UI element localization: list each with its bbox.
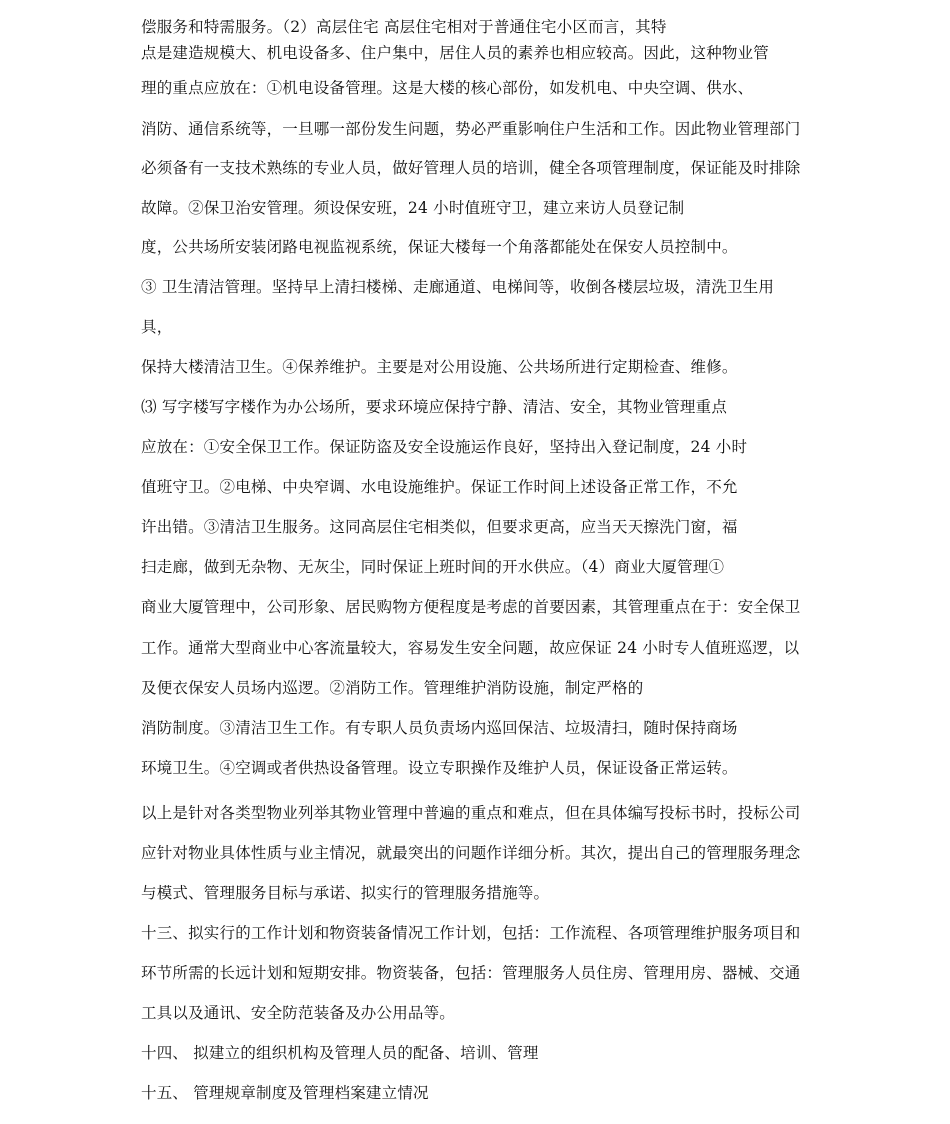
text-line: 环境卫生。④空调或者供热设备管理。设立专职操作及维护人员，保证设备正常运转。 [141,759,738,777]
text-line: 十四、 拟建立的组织机构及管理人员的配备、培训、管理 [141,1044,539,1062]
text-line: 十五、 管理规章制度及管理档案建立情况 [141,1084,429,1102]
text-line: 度，公共场所安装闭路电视监视系统，保证大楼每一个角落都能处在保安人员控制中。 [141,238,738,256]
text-line: 工具以及通讯、安全防范装备及办公用品等。 [141,1004,456,1022]
text-line: 工作。通常大型商业中心客流量较大，容易发生安全问题，故应保证 24 小时专人值班巡逻，以 [141,639,800,657]
text-line: 消防制度。③清洁卫生工作。有专职人员负责场内巡回保洁、垃圾清扫，随时保持商场 [141,719,738,737]
text-line: 消防、通信系统等，一旦哪一部份发生问题，势必严重影响住户生活和工作。因此物业管理部门 [141,120,801,138]
text-line: 十三、拟实行的工作计划和物资装备情况工作计划，包括：工作流程、各项管理维护服务项目和 [141,924,801,942]
text-line: 具， [141,318,173,336]
text-line: 保持大楼清洁卫生。④保养维护。主要是对公用设施、公共场所进行定期检查、维修。 [141,358,738,376]
text-line: 应针对物业具体性质与业主情况，就最突出的问题作详细分析。其次，提出自己的管理服务理念 [141,844,801,862]
text-line: 与模式、管理服务目标与承诺、拟实行的管理服务措施等。 [141,884,550,902]
text-line: 点是建造规模大、机电设备多、住户集中，居住人员的素养也相应较高。因此，这种物业管 [141,44,770,62]
text-line: 故障。②保卫治安管理。须设保安班，24 小时值班守卫，建立来访人员登记制 [141,199,685,217]
text-line: 以上是针对各类型物业列举其物业管理中普遍的重点和难点，但在具体编写投标书时，投标公司 [141,804,801,822]
text-line: 必须备有一支技术熟练的专业人员，做好管理人员的培训，健全各项管理制度，保证能及时排除 [141,159,801,177]
text-line: ③ 卫生清洁管理。坚持早上清扫楼梯、走廊通道、电梯间等，收倒各楼层垃圾，清洗卫生用 [141,278,775,296]
text-line: 理的重点应放在：①机电设备管理。这是大楼的核心部份，如发机电、中央空调、供水、 [141,79,754,97]
text-line: ⑶ 写字楼写字楼作为办公场所，要求环境应保持宁静、清洁、安全，其物业管理重点 [141,398,728,416]
text-line: 应放在：①安全保卫工作。保证防盗及安全设施运作良好，坚持出入登记制度，24 小时 [141,438,748,456]
text-line: 及便衣保安人员场内巡逻。②消防工作。管理维护消防设施，制定严格的 [141,679,644,697]
text-line: 环节所需的长远计划和短期安排。物资装备，包括：管理服务人员住房、管理用房、器械、交通 [141,964,801,982]
text-line: 商业大厦管理中，公司形象、居民购物方便程度是考虑的首要因素，其管理重点在于：安全保卫 [141,598,801,616]
text-line: 偿服务和特需服务。（2）高层住宅 高层住宅相对于普通住宅小区而言，其特 [141,18,667,36]
text-line: 值班守卫。②电梯、中央窄调、水电设施维护。保证工作时间上述设备正常工作，不允 [141,478,738,496]
text-line: 许出错。③清洁卫生服务。这同高层住宅相类似，但要求更高，应当天天擦洗门窗，福 [141,518,738,536]
text-line: 扫走廊，做到无杂物、无灰尘，同时保证上班时间的开水供应。（4）商业大厦管理① [141,558,725,576]
